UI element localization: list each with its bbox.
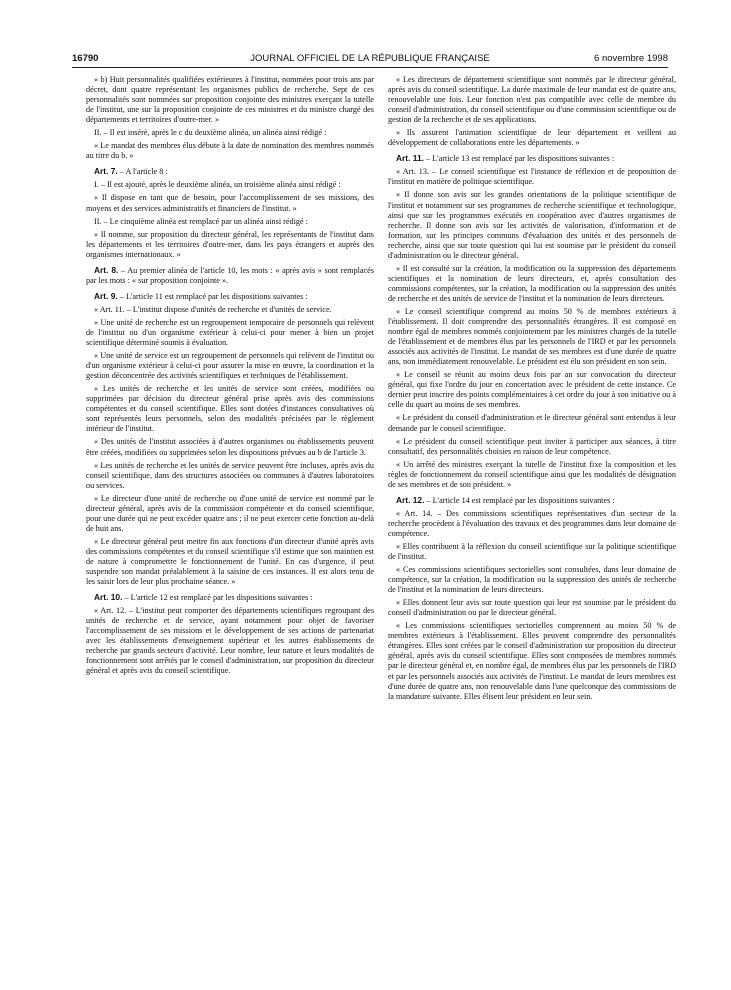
journal-title: JOURNAL OFFICIEL DE LA RÉPUBLIQUE FRANÇAISE — [250, 53, 490, 64]
paragraph-text: II. – Il est inséré, après le c du deuxième alinéa, un alinéa ainsi rédigé : — [94, 128, 327, 138]
paragraph-text: II. – Le cinquième alinéa est remplacé par un alinéa ainsi rédigé : — [94, 216, 308, 226]
paragraph-text: « Il nomme, sur proposition du directeur général, les représentants de l'institut dans les départements et les territoires d'outre-mer, dans les pays étrangers et auprès des organismes internationaux. » — [86, 229, 374, 259]
paragraph — [86, 537, 374, 587]
article-label: Art. 7. — [94, 166, 118, 177]
article-paragraph — [388, 153, 676, 164]
paragraph — [388, 509, 676, 539]
paragraph-text: « Une unité de recherche est un regroupement temporaire de personnels qui relèvent de l'institut ou d'un organisme extérieur à celui-ci pour mener à bien un projet scientifique déterminé soumis à évaluation. — [86, 317, 374, 348]
paragraph-text: – L'article 12 est remplacé par les dispositions suivantes : — [122, 593, 313, 603]
paragraph-text: « Le président du conseil d'administration et le directeur général sont entendus à leur demande par le conseil scientifique. — [388, 413, 676, 433]
paragraph — [86, 318, 374, 348]
paragraph — [86, 437, 374, 457]
paragraph-text: « Il est consulté sur la création, la modification ou la suppression des départements scientifiques et la nomination de leurs directeurs, et, après consultation des commissions compétentes, sur la création, la modification ou la suppression des unités de recherche et des unités de service de l'institut et la nomination de leurs directeurs. — [388, 263, 676, 303]
paragraph-text: – L'article 14 est remplacé par les dispositions suivantes : — [424, 495, 615, 505]
paragraph — [388, 264, 676, 304]
paragraph-text: – A l'article 8 : — [117, 167, 168, 177]
paragraph — [86, 461, 374, 491]
paragraph — [86, 305, 374, 315]
article-paragraph — [86, 166, 374, 177]
paragraph — [86, 193, 374, 213]
header-rule — [72, 67, 668, 68]
paragraph-text: « Les unités de recherche et les unités de service peuvent être incluses, après avis du conseil scientifique, dans des structures associées ou communes à d'autres laboratoires ou services. — [86, 460, 374, 490]
paragraph-text: – L'article 13 est remplacé par les dispositions suivantes : — [423, 154, 615, 164]
article-label: Art. 11. — [396, 153, 424, 164]
paragraph — [86, 128, 374, 138]
paragraph-text: « Un arrêté des ministres exerçant la tutelle de l'institut fixe la composition et les règles de fonctionnement du conseil scientifique ainsi que les modalités de désignation de ses membres et de son président. » — [388, 459, 676, 489]
paragraph-text: « Le conseil scientifique comprend au moins 50 % de membres extérieurs à l'établissement. Il doit comprendre des personnalités étrangères. Il est composé en nombre égal de membres nommés conjointement par les ministres chargés de la tutelle de l'établissement et de membres élus par les personnels de l'IRD et par les personnels associés aux activités de l'institut. Le mandat de ses membres est d'une durée de quatre ans, non immédiatement renouvelable. Le président est élu son président en son sein. — [388, 306, 676, 367]
article-label: Art. 8. — [94, 264, 119, 275]
paragraph — [86, 494, 374, 534]
paragraph-text: « Art. 14. – Des commissions scientifiques représentatives d'un secteur de la recherche procèdent à l'évaluation des travaux et des programmes dans leur domaine de compétence. — [388, 508, 676, 538]
paragraph-text: « Art. 11. – L'institut dispose d'unités de recherche et d'unités de service. — [94, 304, 332, 314]
paragraph — [86, 351, 374, 381]
paragraph — [86, 141, 374, 161]
paragraph — [388, 598, 676, 618]
paragraph-text: « Ils assurent l'animation scientifique de leur département et veillent au développement de collaborations entre les départements. » — [388, 128, 676, 148]
paragraph-text: « Elles contribuent à la réflexion du conseil scientifique sur la politique scientifique de l'institut. — [388, 541, 676, 562]
paragraph-text: « Elles donnent leur avis sur toute question qui leur est soumise par le président du conseil d'administration ou par le directeur général. — [388, 598, 676, 618]
article-paragraph — [388, 495, 676, 506]
paragraph-text: « Les commissions scientifiques sectorielles comprennent au moins 50 % de membres extérieurs à l'établissement. Elles peuvent comprendre des personnalités étrangères. Elles sont créées par le conseil d'administration sur proposition du directeur général, après avis du conseil scientifique. Elles sont composées de membres nommés par le directeur général et, en nombre égal, de membres élus par les personnels de l'IRD et par les personnels associés aux activités de l'institut. Le mandat de leurs membres est d'une durée de quatre ans, non renouvelable dans l'une quelconque des commissions de la mandature suivante. Elles élisent leur président en leur sein. — [388, 621, 676, 701]
paragraph — [388, 437, 676, 457]
article-paragraph — [86, 291, 374, 302]
paragraph — [388, 542, 676, 562]
paragraph-text: « Les unités de recherche et les unités de service sont créées, modifiées ou supprimées par décision du directeur général prise après avis des commissions compétentes et du conseil scientifique. Elles sont dotées d'instances consultatives où sont représentés leurs personnels, selon des modalités précisées par le règlement intérieur de l'institut. — [86, 384, 374, 434]
paragraph — [86, 75, 374, 125]
paragraph-text: « Art. 12. – L'institut peut comporter des départements scientifiques regroupant des unités de recherche et de service, ayant notamment pour objet de favoriser l'accomplissement de ses missions et le développement de ses actions de partenariat avec les établissements d'enseignement supérieur et les autres établissements de recherche par grands secteurs d'activité. Leur nombre, leur nature et leurs modalités de fonctionnement sont arrêtés par le conseil d'administration, sur proposition du directeur général et après avis du conseil scientifique. — [86, 606, 374, 676]
paragraph-text: « Le président du conseil scientifique peut inviter à participer aux séances, à titre consultatif, des personnalités choisies en raison de leur compétence. — [388, 436, 676, 456]
paragraph-text: – Au premier alinéa de l'article 10, les mots : « après avis » sont remplacés par les mots : « sur proposition conjointe ». — [86, 265, 374, 285]
page-header — [72, 53, 668, 67]
paragraph-text: « Art. 13. – Le conseil scientifique est l'instance de réflexion et de proposition de l'institut en matière de politique scientifique. — [388, 167, 676, 187]
paragraph-text: « Le directeur d'une unité de recherche ou d'une unité de service est nommé par le directeur général, après avis de la commission compétente et du conseil scientifique, pour une durée qui ne peut excéder quatre ans ; il ne peut exercer cette fonction au-delà de huit ans. — [86, 493, 374, 533]
article-label: Art. 12. — [396, 494, 425, 505]
paragraph-text: « Il dispose en tant que de besoin, pour l'accomplissement de ses missions, des moyens et des services administratifs et financiers de l'institut. » — [86, 193, 374, 213]
paragraph — [388, 565, 676, 595]
paragraph — [388, 307, 676, 367]
paragraph-text: « Le conseil se réunit au moins deux fois par an sur convocation du directeur général, qui fixe l'ordre du jour en concertation avec le président de cette instance. Ce dernier peut inscrire des points complémentaires à cet ordre du jour à son initiative ou à celle du quart au moins de ses membres. — [388, 370, 676, 410]
paragraph — [388, 370, 676, 410]
article-paragraph — [86, 592, 374, 603]
article-label: Art. 10. — [94, 592, 123, 603]
paragraph — [388, 128, 676, 148]
paragraph — [388, 75, 676, 125]
paragraph-text: « Des unités de l'institut associées à d'autres organismes ou établissements peuvent être créées, modifiées ou supprimées selon les dispositions prévues au b de l'article 3. — [86, 437, 374, 457]
paragraph-text: « Le directeur général peut mettre fin aux fonctions d'un directeur d'unité après avis des commissions compétentes et du conseil scientifique s'il estime que son maintien est de nature à compromettre le fonctionnement de l'unité. En cas d'urgence, il peut suspendre son mandat préalablement à la saisine de ces instances. Il est alors tenu de les saisir lors de leur plus prochaine séance. » — [86, 536, 374, 587]
paragraph — [388, 190, 676, 260]
paragraph — [86, 384, 374, 434]
paragraph-text: « Il donne son avis sur les grandes orientations de la politique scientifique de l'institut et notamment sur ses programmes de recherche scientifique et technologique, ainsi que sur les programmes exécutés en coopération avec d'autres organismes de recherche. Il donne son avis sur les activités de valorisation, d'information et de formation, sur les principes communs d'évaluation des unités et des personnels de recherche, ainsi que sur toute question qui lui est soumise par le président du conseil d'administration ou le directeur général. — [388, 190, 676, 260]
paragraph — [86, 606, 374, 676]
paragraph-text: « Le mandat des membres élus débute à la date de nomination des membres nommés au titre du b. » — [86, 141, 374, 161]
paragraph-text: « Une unité de service est un regroupement de personnels qui relèvent de l'institut ou d'un organisme extérieur à celui-ci pour assurer la mise en œuvre, la coordination et la gestion déconcentrée des activités scientifiques et techniques de l'établissement. — [86, 351, 374, 381]
paragraph — [388, 167, 676, 187]
paragraph — [86, 217, 374, 227]
paragraph-text: « Ces commissions scientifiques sectorielles sont consultées, dans leur domaine de compétence, sur la création, la modification ou la suppression des unités de recherche de l'institut et la nomination de leurs directeurs. — [388, 565, 676, 595]
paragraph-text: – L'article 11 est remplacé par les dispositions suivantes : — [117, 291, 308, 301]
paragraph — [86, 180, 374, 190]
left-column — [86, 75, 374, 679]
paragraph-text: I. – Il est ajouté, après le deuxième alinéa, un troisième alinéa ainsi rédigé : — [94, 180, 341, 190]
paragraph — [86, 230, 374, 260]
article-label: Art. 9. — [94, 290, 118, 301]
paragraph — [388, 460, 676, 490]
right-column — [388, 75, 676, 705]
paragraph-text: « Les directeurs de département scientifique sont nommés par le directeur général, après avis du conseil scientifique. La durée maximale de leur mandat est de quatre ans, renouvelable une fois. Leur fonction n'est pas compatible avec celle de membre du conseil d'administration, du conseil scientifique ou d'une commission scientifique ou de gestion de la recherche et de ses applications. — [388, 75, 676, 125]
article-paragraph — [86, 265, 374, 286]
paragraph — [388, 621, 676, 701]
paragraph-text: « b) Huit personnalités qualifiées extérieures à l'institut, nommées pour trois ans par décret, dont quatre représentant les organismes publics de recherche. Sept de ces personnalités sont nommées sur proposition conjointe des ministres exerçant la tutelle de l'institut, une sur la proposition conjointe de ces ministres et du ministre chargé des départements et territoires d'outre-mer. » — [86, 75, 374, 125]
page-number: 16790 — [72, 53, 99, 64]
publication-date: 6 novembre 1998 — [594, 53, 668, 64]
paragraph — [388, 413, 676, 433]
